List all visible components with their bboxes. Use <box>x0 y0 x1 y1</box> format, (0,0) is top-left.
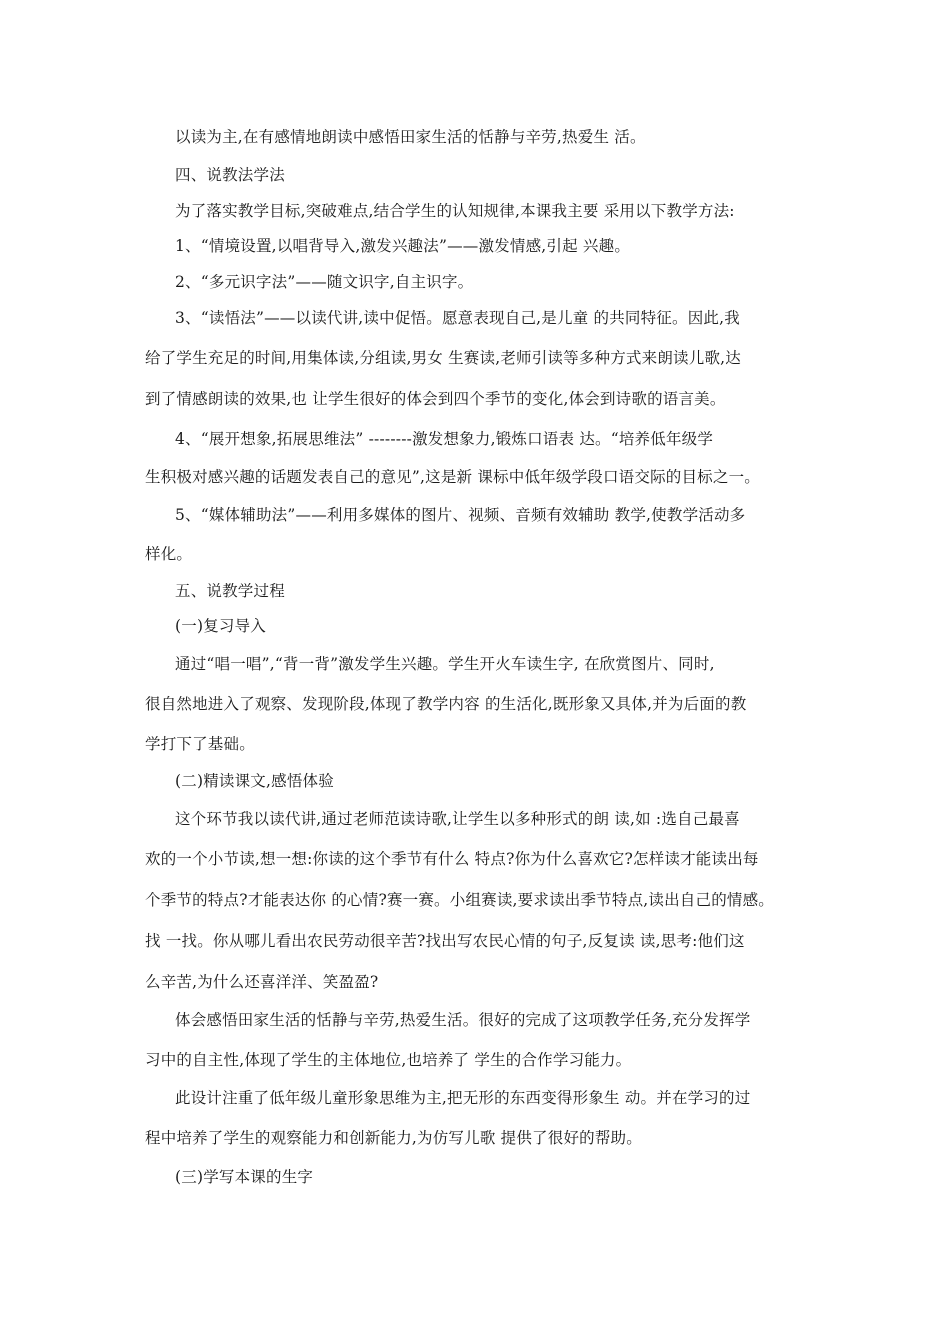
paragraph-line: 此设计注重了低年级儿童形象思维为主,把无形的东西变得形象生 动。并在学习的过 <box>175 1089 751 1107</box>
paragraph-line: 习中的自主性,体现了学生的主体地位,也培养了 学生的合作学习能力。 <box>145 1051 632 1069</box>
paragraph-line: 为了落实教学目标,突破难点,结合学生的认知规律,本课我主要 采用以下教学方法: <box>175 202 735 220</box>
paragraph-line: 样化。 <box>145 545 193 563</box>
subsection-heading: (二)精读课文,感悟体验 <box>175 772 334 790</box>
paragraph-line: 通过“唱一唱”,“背一背”激发学生兴趣。学生开火车读生字, 在欣赏图片、同时, <box>175 655 715 673</box>
subsection-heading: (三)学写本课的生字 <box>175 1168 314 1186</box>
paragraph-line: 到了情感朗读的效果,也 让学生很好的体会到四个季节的变化,体会到诗歌的语言美。 <box>145 390 726 408</box>
list-item: 5、“媒体辅助法”——利用多媒体的图片、视频、音频有效辅助 教学,使教学活动多 <box>175 506 746 524</box>
list-item: 3、“读悟法”——以读代讲,读中促悟。愿意表现自己,是儿童 的共同特征。因此,我 <box>175 309 740 327</box>
paragraph-line: 学打下了基础。 <box>145 735 255 753</box>
list-item: 2、“多元识字法”——随文识字,自主识字。 <box>175 273 474 291</box>
paragraph-line: 体会感悟田家生活的恬静与辛劳,热爱生活。很好的完成了这项教学任务,充分发挥学 <box>175 1011 751 1029</box>
paragraph-line: 以读为主,在有感情地朗读中感悟田家生活的恬静与辛劳,热爱生 活。 <box>175 128 646 146</box>
paragraph-line: 欢的一个小节读,想一想:你读的这个季节有什么 特点?你为什么喜欢它?怎样读才能读出每 <box>145 850 759 868</box>
paragraph-line: 这个环节我以读代讲,通过老师范读诗歌,让学生以多种形式的朗 读,如 :选自己最喜 <box>175 810 740 828</box>
paragraph-line: 个季节的特点?才能表达你 的心情?赛一赛。小组赛读,要求读出季节特点,读出自己的情感。 <box>145 891 775 909</box>
paragraph-line: 程中培养了学生的观察能力和创新能力,为仿写儿歌 提供了很好的帮助。 <box>145 1129 642 1147</box>
paragraph-line: 么辛苦,为什么还喜洋洋、笑盈盈? <box>145 973 379 991</box>
paragraph-line: 生积极对感兴趣的话题发表自己的意见”,这是新 课标中低年级学段口语交际的目标之一。 <box>145 468 760 486</box>
paragraph-line: 很自然地进入了观察、发现阶段,体现了教学内容 的生活化,既形象又具体,并为后面的教 <box>145 695 747 713</box>
list-item: 4、“展开想象,拓展思维法” --------激发想象力,锻炼口语表 达。“培养低年级学 <box>175 430 714 448</box>
list-item: 1、“情境设置,以唱背导入,激发兴趣法”——激发情感,引起 兴趣。 <box>175 237 631 255</box>
section-heading: 五、说教学过程 <box>175 582 285 600</box>
paragraph-line: 给了学生充足的时间,用集体读,分组读,男女 生赛读,老师引读等多种方式来朗读儿歌,达 <box>145 349 741 367</box>
section-heading: 四、说教法学法 <box>175 166 285 184</box>
subsection-heading: (一)复习导入 <box>175 617 266 635</box>
paragraph-line: 找 一找。你从哪儿看出农民劳动很辛苦?找出写农民心情的句子,反复读 读,思考:他们这 <box>145 932 745 950</box>
